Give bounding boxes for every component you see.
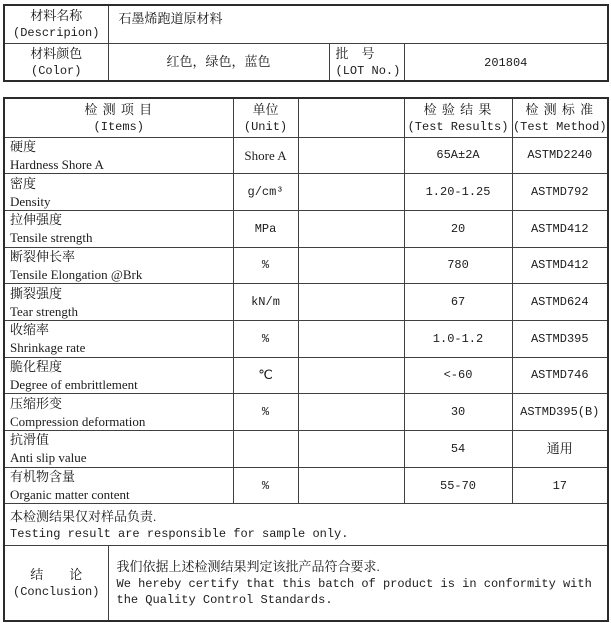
table-row-embrittlement [4,357,608,394]
result-cell: 55-70 [404,467,512,504]
result-cell: 67 [404,284,512,321]
lot-label-en: (LOT No.) [335,63,401,78]
lot-label-zh: 批 号 [335,45,375,61]
blank-cell [298,284,404,321]
item-name-en: Shrinkage rate [10,340,86,356]
unit-cell: Shore A [233,137,298,174]
item-name-zh: 收缩率 [10,322,50,338]
item-name-zh: 撕裂强度 [10,285,63,301]
result-cell: 20 [404,210,512,247]
unit-cell: % [233,247,298,284]
blank-cell [298,320,404,357]
table-row-density [4,174,608,211]
method-cell: ASTMD792 [512,174,608,211]
item-name-en: Organic matter content [10,487,130,503]
material-color-row [4,43,608,81]
header-method-cell [512,98,608,137]
material-name-value: 石墨烯跑道原材料 [118,11,223,26]
item-name-en: Compression deformation [10,413,146,429]
material-color-label-cell [4,43,108,81]
item-cell [4,394,233,431]
header-unit-en: (Unit) [243,119,288,134]
result-cell: 780 [404,247,512,284]
result-cell: 30 [404,394,512,431]
lot-value-cell [404,43,608,81]
item-cell [4,467,233,504]
result-cell: 1.20-1.25 [404,174,512,211]
item-name-en: Tear strength [10,303,79,319]
item-name-zh: 拉伸强度 [10,212,63,228]
table-row-elongation [4,247,608,284]
blank-cell [298,210,404,247]
lot-label-cell [329,43,404,81]
table-row-hardness [4,137,608,174]
unit-cell: % [233,467,298,504]
conclusion-label-cell [4,546,108,621]
blank-cell [298,431,404,468]
table-row-shrinkage [4,320,608,357]
material-color-label-zh: 材料颜色 [30,45,83,61]
item-name-en: Tensile Elongation @Brk [10,266,143,282]
test-results-table [3,97,609,622]
item-name-en: Density [10,193,51,209]
item-cell [4,431,233,468]
conclusion-label-zh: 结 论 [30,567,83,583]
item-name-zh: 压缩形变 [10,395,63,411]
item-name-zh: 脆化程度 [10,358,63,374]
header-items-cell [4,98,233,137]
method-cell: 17 [512,467,608,504]
table-header-row [4,98,608,137]
item-name-zh: 抗滑值 [10,432,50,448]
material-color-value: 红色，绿色，蓝色 [166,53,271,69]
unit-cell: kN/m [233,284,298,321]
header-method-en: (Test Method) [512,119,607,134]
conclusion-label-en: (Conclusion) [13,585,100,600]
conclusion-text-zh: 我们依据上述检测结果判定该批产品符合要求. [116,559,380,575]
header-method-zh: 检 测 标 准 [525,101,595,117]
method-cell: ASTMD624 [512,284,608,321]
method-cell: ASTMD746 [512,357,608,394]
header-items-zh: 检 测 项 目 [84,101,154,117]
item-cell [4,174,233,211]
item-cell [4,137,233,174]
method-cell: ASTMD395(B) [512,394,608,431]
material-info-table [3,4,609,82]
table-row-anti-slip [4,431,608,468]
sample-note-cell [4,504,608,546]
material-color-label-en: (Color) [31,63,82,78]
item-name-zh: 断裂伸长率 [10,248,76,264]
item-name-en: Tensile strength [10,230,93,246]
method-cell: ASTMD395 [512,320,608,357]
item-name-en: Degree of embrittlement [10,376,138,392]
unit-cell [233,431,298,468]
conclusion-text-en: We hereby certify that this batch of product is in conformity with the Quality Control Standards. [116,577,592,608]
method-cell: ASTMD2240 [512,137,608,174]
blank-cell [298,357,404,394]
method-cell: 通用 [512,431,608,468]
item-cell [4,210,233,247]
item-name-zh: 硬度 [10,138,37,154]
material-name-row [4,5,608,43]
unit-cell: % [233,320,298,357]
sample-note-row [4,504,608,546]
blank-cell [298,467,404,504]
unit-cell: g/cm³ [233,174,298,211]
header-items-en: (Items) [93,119,144,134]
table-row-compression [4,394,608,431]
conclusion-text-cell [108,546,608,621]
blank-cell [298,137,404,174]
lot-value: 201804 [484,55,528,70]
item-cell [4,247,233,284]
result-cell: <-60 [404,357,512,394]
item-name-zh: 密度 [10,175,37,191]
blank-cell [298,247,404,284]
header-results-cell [404,98,512,137]
item-name-en: Hardness Shore A [10,156,104,172]
item-cell [4,357,233,394]
result-cell: 54 [404,431,512,468]
header-blank-cell [298,98,404,137]
item-cell [4,284,233,321]
table-row-tear-strength [4,284,608,321]
header-results-zh: 检 验 结 果 [423,101,493,117]
material-color-value-cell [108,43,329,81]
unit-cell: MPa [233,210,298,247]
header-unit-cell [233,98,298,137]
table-row-organic-content [4,467,608,504]
sample-note-en: Testing result are responsible for sample only. [10,526,349,541]
item-name-zh: 有机物含量 [10,469,76,485]
item-name-en: Anti slip value [10,450,87,466]
material-name-label-en: (Descripion) [13,26,100,41]
blank-cell [298,174,404,211]
header-unit-zh: 单位 [252,101,279,117]
conclusion-row [4,546,608,621]
table-row-tensile-strength [4,210,608,247]
result-cell: 1.0-1.2 [404,320,512,357]
method-cell: ASTMD412 [512,210,608,247]
unit-cell: % [233,394,298,431]
unit-cell: ℃ [233,357,298,394]
header-results-en: (Test Results) [407,119,509,134]
item-cell [4,320,233,357]
result-cell: 65A±2A [404,137,512,174]
material-name-label-cell [4,5,108,43]
material-name-label-zh: 材料名称 [30,8,83,24]
blank-cell [298,394,404,431]
sample-note-zh: 本检测结果仅对样品负责. [10,508,157,524]
method-cell: ASTMD412 [512,247,608,284]
material-name-value-cell [108,5,608,43]
